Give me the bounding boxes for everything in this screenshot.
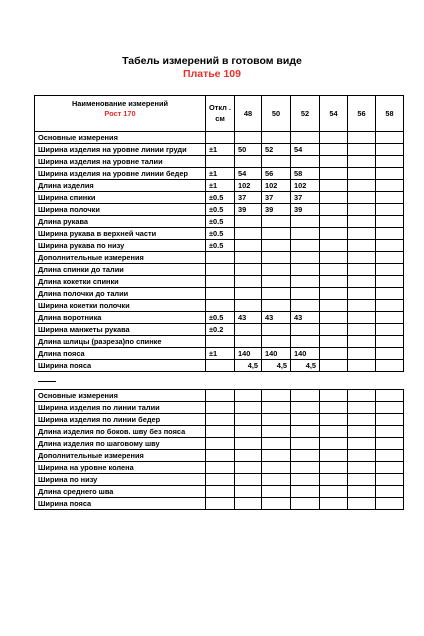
empty-cell xyxy=(376,498,404,510)
row-tolerance-cell xyxy=(206,156,235,168)
empty-cell xyxy=(348,486,376,498)
row-value-cell xyxy=(262,240,291,252)
row-tolerance-cell xyxy=(206,264,235,276)
table-row xyxy=(35,192,404,204)
row-tolerance-cell: ±0.5 xyxy=(206,240,235,252)
row-name-cell: Ширина пояса xyxy=(35,360,206,372)
row-tolerance-cell: ±0.5 xyxy=(206,192,235,204)
row-value-cell xyxy=(262,264,291,276)
row-value-cell: 37 xyxy=(291,192,320,204)
row-value-cell xyxy=(235,288,262,300)
row-value-cell: 4,5 xyxy=(235,360,262,372)
row-value-cell xyxy=(320,180,348,192)
empty-cell xyxy=(206,414,235,426)
empty-cell xyxy=(348,426,376,438)
row-value-cell xyxy=(348,216,376,228)
row-value-cell xyxy=(376,324,404,336)
row-tolerance-cell xyxy=(206,132,235,144)
empty-cell xyxy=(291,438,320,450)
table-row xyxy=(35,402,404,414)
table-row xyxy=(35,216,404,228)
empty-cell xyxy=(376,390,404,402)
table-row xyxy=(35,462,404,474)
empty-cell xyxy=(206,426,235,438)
row-tolerance-cell: ±1 xyxy=(206,180,235,192)
empty-cell xyxy=(262,438,291,450)
row-name-cell: Ширина изделия на уровне линии бедер xyxy=(35,168,206,180)
row-name-cell: Ширина пояса xyxy=(35,498,206,510)
row-name-cell: Длина воротника xyxy=(35,312,206,324)
empty-cell xyxy=(348,438,376,450)
row-value-cell xyxy=(376,240,404,252)
row-name-cell: Ширина изделия на уровне линии груди xyxy=(35,144,206,156)
empty-cell xyxy=(348,498,376,510)
row-value-cell xyxy=(320,144,348,156)
row-value-cell xyxy=(348,288,376,300)
empty-cell xyxy=(291,402,320,414)
empty-cell xyxy=(206,450,235,462)
empty-cell xyxy=(262,450,291,462)
empty-cell xyxy=(235,486,262,498)
row-value-cell xyxy=(376,264,404,276)
row-value-cell xyxy=(291,276,320,288)
row-value-cell xyxy=(291,300,320,312)
row-value-cell xyxy=(376,168,404,180)
header-size: 52 xyxy=(291,96,320,132)
row-name-cell: Длина шлицы (разреза)по спинке xyxy=(35,336,206,348)
row-value-cell xyxy=(262,276,291,288)
row-value-cell xyxy=(291,336,320,348)
row-name-cell: Длина изделия xyxy=(35,180,206,192)
empty-cell xyxy=(235,390,262,402)
separator-line xyxy=(38,381,56,382)
empty-cell xyxy=(376,486,404,498)
row-value-cell xyxy=(348,348,376,360)
row-tolerance-cell: ±0.5 xyxy=(206,204,235,216)
row-value-cell xyxy=(320,324,348,336)
empty-cell xyxy=(320,390,348,402)
row-value-cell xyxy=(291,216,320,228)
row-value-cell: 102 xyxy=(262,180,291,192)
row-value-cell xyxy=(348,360,376,372)
row-value-cell xyxy=(376,132,404,144)
additional-measurements-table xyxy=(34,389,404,510)
table-row xyxy=(35,276,404,288)
empty-cell xyxy=(206,402,235,414)
row-value-cell xyxy=(320,300,348,312)
row-value-cell xyxy=(291,324,320,336)
row-value-cell xyxy=(235,216,262,228)
empty-cell xyxy=(291,426,320,438)
empty-cell xyxy=(376,450,404,462)
row-value-cell xyxy=(262,228,291,240)
empty-cell xyxy=(348,390,376,402)
table-row xyxy=(35,156,404,168)
table-row xyxy=(35,426,404,438)
measurements-table xyxy=(34,95,404,372)
table-header-row xyxy=(35,96,404,132)
row-value-cell xyxy=(235,300,262,312)
empty-cell xyxy=(291,486,320,498)
measurements-table-body xyxy=(35,132,404,372)
table-row xyxy=(35,252,404,264)
row-value-cell: 52 xyxy=(262,144,291,156)
header-name-cell xyxy=(35,96,206,132)
empty-cell xyxy=(262,402,291,414)
row-name-cell: Ширина кокетки полочки xyxy=(35,300,206,312)
empty-cell xyxy=(320,474,348,486)
row-value-cell xyxy=(291,240,320,252)
row-value-cell xyxy=(262,132,291,144)
row-name-cell: Ширина по низу xyxy=(35,474,206,486)
row-tolerance-cell: ±1 xyxy=(206,348,235,360)
row-value-cell xyxy=(235,156,262,168)
table-row xyxy=(35,180,404,192)
empty-cell xyxy=(320,426,348,438)
row-value-cell xyxy=(262,252,291,264)
row-value-cell xyxy=(320,336,348,348)
row-value-cell xyxy=(376,276,404,288)
row-value-cell xyxy=(320,252,348,264)
table-row xyxy=(35,360,404,372)
empty-cell xyxy=(262,486,291,498)
table-row xyxy=(35,240,404,252)
empty-cell xyxy=(376,474,404,486)
empty-cell xyxy=(235,462,262,474)
table-row xyxy=(35,228,404,240)
row-name-cell: Ширина полочки xyxy=(35,204,206,216)
row-tolerance-cell xyxy=(206,360,235,372)
empty-cell xyxy=(206,486,235,498)
row-value-cell xyxy=(320,216,348,228)
empty-cell xyxy=(376,414,404,426)
empty-cell xyxy=(320,462,348,474)
row-value-cell xyxy=(262,216,291,228)
row-value-cell xyxy=(320,132,348,144)
row-value-cell xyxy=(262,156,291,168)
empty-cell xyxy=(235,414,262,426)
row-name-cell: Ширина рукава по низу xyxy=(35,240,206,252)
row-tolerance-cell xyxy=(206,276,235,288)
row-value-cell: 140 xyxy=(235,348,262,360)
table-row xyxy=(35,132,404,144)
row-value-cell xyxy=(348,156,376,168)
empty-cell xyxy=(206,462,235,474)
table-row xyxy=(35,438,404,450)
header-size: 56 xyxy=(348,96,376,132)
row-name-cell: Длина кокетки спинки xyxy=(35,276,206,288)
row-value-cell: 56 xyxy=(262,168,291,180)
document-title: Табель измерений в готовом виде xyxy=(122,55,302,67)
row-value-cell xyxy=(376,180,404,192)
row-value-cell xyxy=(376,144,404,156)
row-value-cell xyxy=(320,204,348,216)
header-growth-label: Рост 170 xyxy=(104,108,136,118)
row-value-cell xyxy=(235,336,262,348)
row-value-cell xyxy=(376,192,404,204)
row-name-cell: Длина изделия по боков. шву без пояса xyxy=(35,426,206,438)
row-name-cell: Ширина рукава в верхней части xyxy=(35,228,206,240)
empty-cell xyxy=(348,462,376,474)
empty-cell xyxy=(235,450,262,462)
empty-cell xyxy=(376,462,404,474)
empty-cell xyxy=(235,426,262,438)
row-value-cell xyxy=(235,228,262,240)
row-value-cell xyxy=(348,228,376,240)
row-value-cell xyxy=(376,348,404,360)
row-value-cell xyxy=(376,360,404,372)
row-value-cell xyxy=(376,312,404,324)
table-row xyxy=(35,474,404,486)
table-row xyxy=(35,312,404,324)
row-value-cell xyxy=(376,204,404,216)
row-value-cell xyxy=(291,288,320,300)
row-value-cell xyxy=(348,204,376,216)
row-name-cell: Длина полочки до талии xyxy=(35,288,206,300)
row-value-cell xyxy=(376,228,404,240)
row-value-cell: 54 xyxy=(291,144,320,156)
row-tolerance-cell: ±1 xyxy=(206,168,235,180)
table-row xyxy=(35,414,404,426)
header-size: 48 xyxy=(235,96,262,132)
header-size: 50 xyxy=(262,96,291,132)
row-value-cell: 140 xyxy=(262,348,291,360)
row-value-cell xyxy=(320,156,348,168)
row-value-cell xyxy=(348,300,376,312)
header-name-label: Наименование измерений xyxy=(71,99,169,108)
table-row xyxy=(35,168,404,180)
empty-cell xyxy=(320,486,348,498)
empty-cell xyxy=(262,390,291,402)
row-value-cell xyxy=(376,156,404,168)
row-value-cell xyxy=(291,132,320,144)
row-value-cell: 43 xyxy=(262,312,291,324)
row-value-cell xyxy=(348,168,376,180)
empty-cell xyxy=(320,438,348,450)
empty-cell xyxy=(348,402,376,414)
row-value-cell: 50 xyxy=(235,144,262,156)
empty-cell xyxy=(376,438,404,450)
table-row xyxy=(35,300,404,312)
row-name-cell: Дополнительные измерения xyxy=(35,450,206,462)
row-value-cell xyxy=(291,156,320,168)
row-value-cell xyxy=(235,324,262,336)
row-value-cell xyxy=(348,252,376,264)
row-value-cell xyxy=(320,264,348,276)
row-value-cell: 140 xyxy=(291,348,320,360)
row-name-cell: Длина среднего шва xyxy=(35,486,206,498)
empty-cell xyxy=(348,414,376,426)
empty-cell xyxy=(262,474,291,486)
empty-cell xyxy=(376,402,404,414)
empty-cell xyxy=(376,426,404,438)
row-value-cell xyxy=(320,240,348,252)
row-value-cell xyxy=(376,288,404,300)
row-value-cell: 43 xyxy=(235,312,262,324)
empty-cell xyxy=(206,438,235,450)
row-value-cell: 4,5 xyxy=(262,360,291,372)
empty-cell xyxy=(348,474,376,486)
empty-cell xyxy=(291,474,320,486)
row-value-cell xyxy=(348,240,376,252)
row-value-cell: 58 xyxy=(291,168,320,180)
row-tolerance-cell: ±0.2 xyxy=(206,324,235,336)
empty-cell xyxy=(320,414,348,426)
header-tolerance-label: Откл . см xyxy=(206,96,235,132)
row-name-cell: Основные измерения xyxy=(35,132,206,144)
empty-cell xyxy=(320,498,348,510)
row-value-cell xyxy=(348,336,376,348)
empty-cell xyxy=(291,390,320,402)
table-row xyxy=(35,264,404,276)
row-value-cell xyxy=(320,288,348,300)
row-name-cell: Основные измерения xyxy=(35,390,206,402)
empty-cell xyxy=(206,474,235,486)
row-value-cell xyxy=(262,324,291,336)
empty-cell xyxy=(206,498,235,510)
row-value-cell xyxy=(262,300,291,312)
row-value-cell xyxy=(262,336,291,348)
row-name-cell: Ширина спинки xyxy=(35,192,206,204)
row-name-cell: Длина спинки до талии xyxy=(35,264,206,276)
row-tolerance-cell: ±1 xyxy=(206,144,235,156)
empty-cell xyxy=(320,450,348,462)
row-tolerance-cell xyxy=(206,336,235,348)
row-tolerance-cell: ±0.5 xyxy=(206,228,235,240)
table-row xyxy=(35,390,404,402)
empty-cell xyxy=(291,462,320,474)
header-size: 54 xyxy=(320,96,348,132)
empty-cell xyxy=(262,498,291,510)
row-value-cell xyxy=(320,276,348,288)
row-value-cell: 37 xyxy=(262,192,291,204)
empty-cell xyxy=(235,498,262,510)
row-name-cell: Ширина на уровне колена xyxy=(35,462,206,474)
table-row xyxy=(35,324,404,336)
row-value-cell xyxy=(291,228,320,240)
row-value-cell: 4,5 xyxy=(291,360,320,372)
table-row xyxy=(35,144,404,156)
row-value-cell xyxy=(320,312,348,324)
empty-cell xyxy=(291,498,320,510)
header-size: 58 xyxy=(376,96,404,132)
row-value-cell xyxy=(348,192,376,204)
row-value-cell: 102 xyxy=(235,180,262,192)
row-value-cell xyxy=(376,216,404,228)
row-value-cell xyxy=(348,144,376,156)
row-value-cell xyxy=(235,132,262,144)
row-name-cell: Длина пояса xyxy=(35,348,206,360)
empty-cell xyxy=(262,414,291,426)
row-value-cell xyxy=(262,288,291,300)
row-value-cell: 54 xyxy=(235,168,262,180)
row-value-cell xyxy=(348,264,376,276)
row-value-cell xyxy=(348,312,376,324)
row-tolerance-cell: ±0.5 xyxy=(206,216,235,228)
row-value-cell xyxy=(376,252,404,264)
row-value-cell xyxy=(235,276,262,288)
row-value-cell xyxy=(320,192,348,204)
row-value-cell xyxy=(235,264,262,276)
row-tolerance-cell: ±0.5 xyxy=(206,312,235,324)
empty-cell xyxy=(235,402,262,414)
empty-cell xyxy=(291,450,320,462)
table-row xyxy=(35,204,404,216)
row-value-cell xyxy=(320,168,348,180)
row-value-cell xyxy=(348,132,376,144)
row-value-cell: 43 xyxy=(291,312,320,324)
row-value-cell: 102 xyxy=(291,180,320,192)
empty-cell xyxy=(262,426,291,438)
row-name-cell: Длина изделия по шаговому шву xyxy=(35,438,206,450)
table-row xyxy=(35,336,404,348)
row-name-cell: Ширина изделия по линии бедер xyxy=(35,414,206,426)
row-value-cell: 39 xyxy=(262,204,291,216)
table-row xyxy=(35,486,404,498)
empty-cell xyxy=(320,402,348,414)
row-name-cell: Длина рукава xyxy=(35,216,206,228)
row-value-cell xyxy=(291,264,320,276)
row-tolerance-cell xyxy=(206,252,235,264)
table-row xyxy=(35,498,404,510)
empty-cell xyxy=(291,414,320,426)
table-row xyxy=(35,288,404,300)
row-tolerance-cell xyxy=(206,300,235,312)
row-value-cell xyxy=(348,180,376,192)
empty-cell xyxy=(235,474,262,486)
row-value-cell xyxy=(320,360,348,372)
table-row xyxy=(35,450,404,462)
row-name-cell: Ширина манжеты рукава xyxy=(35,324,206,336)
empty-cell xyxy=(348,450,376,462)
empty-cell xyxy=(262,462,291,474)
row-value-cell: 37 xyxy=(235,192,262,204)
row-name-cell: Дополнительные измерения xyxy=(35,252,206,264)
empty-cell xyxy=(206,390,235,402)
row-name-cell: Ширина изделия на уровне талии xyxy=(35,156,206,168)
additional-table-body xyxy=(35,390,404,510)
document-subtitle: Платье 109 xyxy=(183,68,241,80)
row-value-cell: 39 xyxy=(291,204,320,216)
row-value-cell xyxy=(348,324,376,336)
row-value-cell xyxy=(235,252,262,264)
row-value-cell: 39 xyxy=(235,204,262,216)
row-value-cell xyxy=(348,276,376,288)
table-row xyxy=(35,348,404,360)
row-name-cell: Ширина изделия по линии талии xyxy=(35,402,206,414)
row-tolerance-cell xyxy=(206,288,235,300)
row-value-cell xyxy=(376,336,404,348)
row-value-cell xyxy=(376,300,404,312)
row-value-cell xyxy=(291,252,320,264)
row-value-cell xyxy=(320,228,348,240)
row-value-cell xyxy=(235,240,262,252)
row-value-cell xyxy=(320,348,348,360)
empty-cell xyxy=(235,438,262,450)
